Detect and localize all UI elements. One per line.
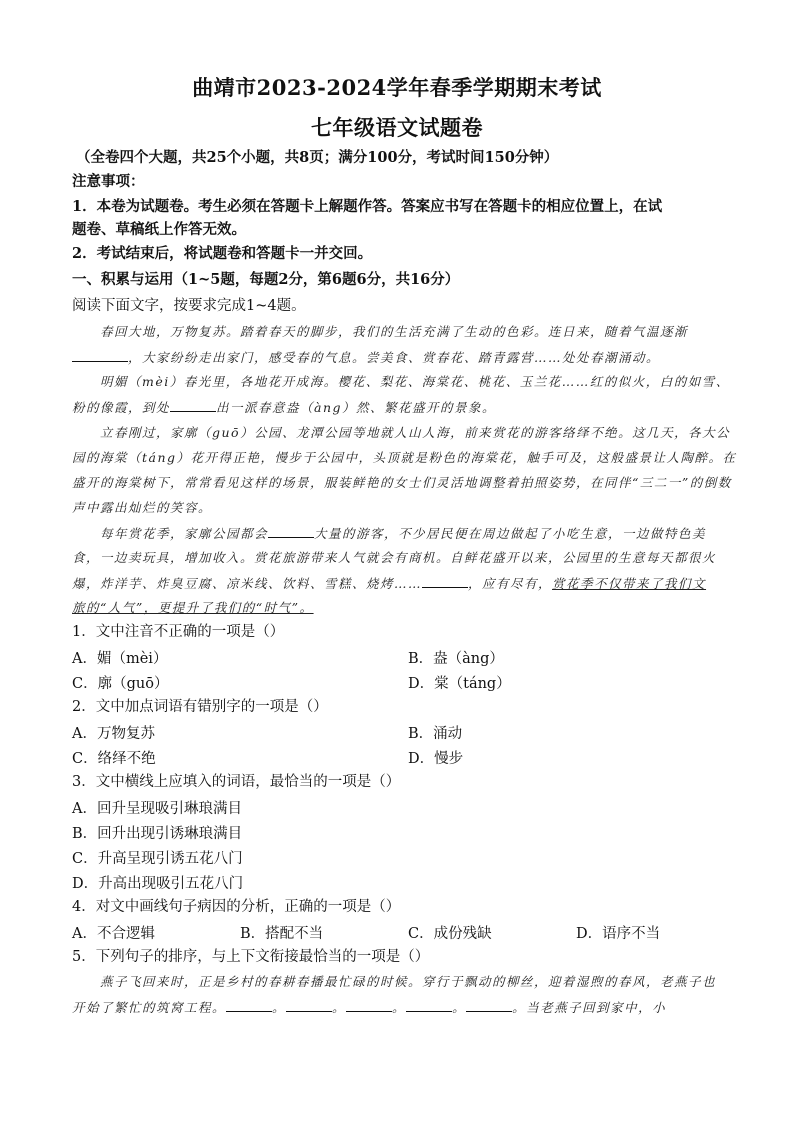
section-1-heading: 一、积累与运用（1~5题，每题2分，第6题6分，共16分） — [72, 271, 460, 288]
passage-line: 声中露出灿烂的笑容。 — [72, 500, 213, 515]
answer-blank — [422, 573, 468, 588]
question-2-stem: 2．文中加点词语有错别字的一项是（） — [72, 699, 328, 715]
question-1-stem: 1．文中注音不正确的一项是（） — [72, 624, 285, 640]
passage-line: ，大家纷纷走出家门，感受春的气息。尝美食、赏春花、踏青露营……处处春潮涌动。 — [72, 347, 732, 368]
answer-blank — [346, 997, 392, 1012]
answer-blank — [466, 997, 512, 1012]
question-4-option-c: C．成份残缺 — [408, 926, 492, 942]
question-3-stem: 3．文中横线上应填入的词语，最恰当的一项是（） — [72, 774, 401, 790]
passage-line: 园的海棠（táng）花开得正艳，慢步于公园中，头顶就是粉色的海棠花，触手可及，这般盛景让人陶醉。在 — [72, 450, 737, 465]
question-3-option-b: B．回升出现引诱琳琅满目 — [72, 826, 243, 842]
answer-blank — [286, 997, 332, 1012]
passage-line: 每年赏花季，家廓公园都会 大量的游客，不少居民便在周边做起了小吃生意，一边做特色美 — [100, 523, 760, 544]
question-4-option-b: B．搭配不当 — [240, 926, 324, 942]
passage-line: 食，一边卖玩具，增加收入。赏花旅游带来人气就会有商机。自鲜花盛开以来，公园里的生意每天都很火 — [72, 550, 717, 565]
question-4-option-d: D．语序不当 — [576, 926, 661, 942]
question-3-option-c: C．升高呈现引诱五花八门 — [72, 851, 243, 867]
underlined-sentence: 赏花季不仅带来了我们文 — [552, 576, 707, 591]
answer-blank — [268, 523, 314, 538]
exam-note: （全卷四个大题，共25个小题，共8页；满分100分，考试时间150分钟） — [76, 149, 559, 166]
question-2-option-b: B．涌动 — [408, 726, 463, 742]
question-1-option-a: A．媚（mèi） — [72, 651, 168, 667]
answer-blank — [226, 997, 272, 1012]
question-2-option-a: A．万物复苏 — [72, 726, 155, 742]
notice-item-1b: 题卷、草稿纸上作答无效。 — [72, 221, 246, 238]
answer-blank — [170, 397, 216, 412]
passage-line: 爆，炸洋芋、炸臭豆腐、凉米线、饮料、雪糕、烧烤…… ，应有尽有，赏花季不仅带来了我们文 — [72, 573, 732, 594]
question-1-option-b: B．盎（àng） — [408, 651, 504, 667]
answer-blank — [72, 347, 128, 362]
notice-item-2: 2．考试结束后，将试题卷和答题卡一并交回。 — [72, 245, 373, 262]
question-2-option-c: C．络绎不绝 — [72, 751, 156, 767]
question-1-option-d: D．棠（táng） — [408, 676, 511, 692]
passage-line: 盛开的海棠树下，常常看见这样的场景，服装鲜艳的女士们灵活地调整着拍照姿势，在同伴“三二一”的倒数 — [72, 475, 732, 490]
passage5-line: 燕子飞回来时，正是乡村的春耕春播最忙碌的时候。穿行于飘动的柳丝，迎着湿煦的春风，老燕子也 — [100, 974, 717, 989]
question-4-stem: 4．对文中画线句子病因的分析，正确的一项是（） — [72, 899, 401, 915]
question-1-option-c: C．廓（guō） — [72, 676, 169, 692]
question-3-option-d: D．升高出现吸引五花八门 — [72, 876, 244, 892]
passage-line: 春回大地，万物复苏。踏着春天的脚步，我们的生活充满了生动的色彩。连日来，随着气温逐渐 — [100, 324, 689, 339]
passage5-line: 开始了繁忙的筑窝工程。 。 。 。 。 。当老燕子回到家中，小 — [72, 997, 732, 1018]
underlined-sentence: 旅的“人气”，更提升了我们的“时气”。 — [72, 600, 314, 615]
answer-blank — [406, 997, 452, 1012]
question-2-option-d: D．慢步 — [408, 751, 464, 767]
passage-line — [72, 598, 732, 618]
question-3-option-a: A．回升呈现吸引琳琅满目 — [72, 801, 242, 817]
question-5-stem: 5．下列句子的排序，与上下文衔接最恰当的一项是（） — [72, 949, 430, 965]
passage-line: 明媚（mèi）春光里，各地花开成海。樱花、梨花、海棠花、桃花、玉兰花……红的似火，白的如雪、 — [100, 374, 730, 389]
passage-line: 立春刚过，家廓（guō）公园、龙潭公园等地就人山人海，前来赏花的游客络绎不绝。这几天，各大公 — [100, 425, 731, 440]
notice-item-1a: 1．本卷为试题卷。考生必须在答题卡上解题作答。答案应书写在答题卡的相应位置上，在试 — [72, 198, 663, 215]
question-4-option-a: A．不合逻辑 — [72, 926, 155, 942]
exam-title: 曲靖市2023-2024学年春季学期期末考试 — [192, 75, 602, 100]
notice-heading: 注意事项： — [72, 173, 145, 190]
exam-subtitle: 七年级语文试题卷 — [311, 115, 483, 140]
passage-line: 粉的像霞，到处 出一派春意盎（àng）然、繁花盛开的景象。 — [72, 397, 732, 418]
section-1-instruction: 阅读下面文字，按要求完成1~4题。 — [72, 298, 306, 314]
